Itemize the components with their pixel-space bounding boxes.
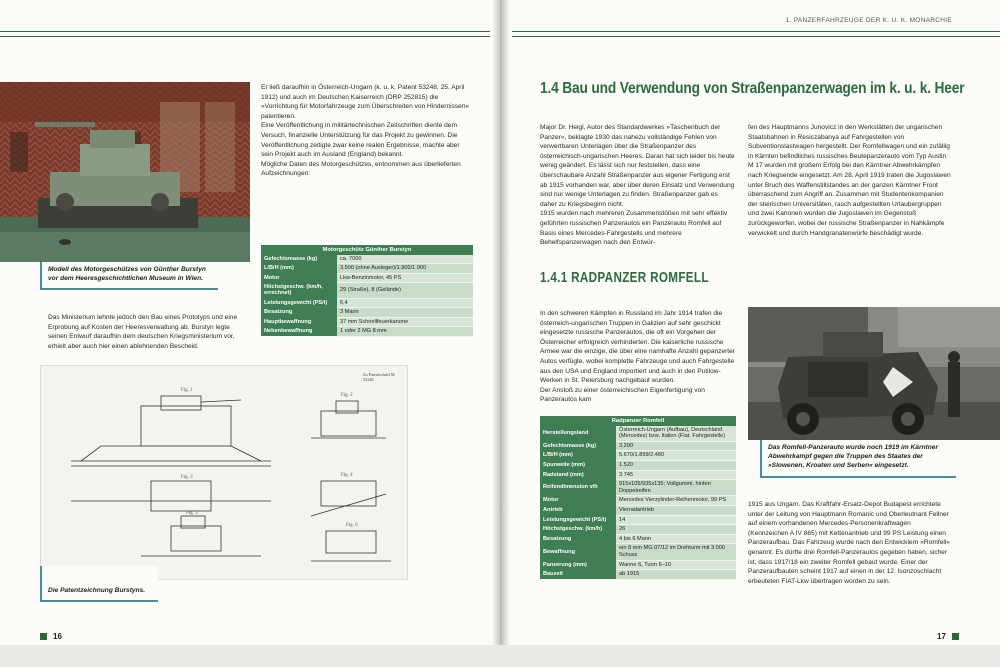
table-row: Bewaffnung ein 8 mm MG 07/12 im Drehturm mit 3.000 Schuss [540, 544, 736, 560]
burstyn-table-title: Motorgeschütz Günther Burstyn [261, 245, 473, 255]
patent-caption: Die Patentzeichnung Burstyns. [40, 566, 158, 602]
table-row: Besatzung 4 bis 6 Mann [540, 534, 736, 544]
top-rule-left [0, 31, 490, 32]
table-row: Nebenbewaffnung 1 oder 2 MG 8 mm [261, 327, 473, 337]
burstyn-spec-table [261, 245, 473, 337]
right-col1-top [540, 123, 736, 248]
svg-text:Fig. 4: Fig. 4 [341, 473, 353, 478]
romfell-photo-image [748, 307, 1000, 440]
table-row: Herstellungsland Österreich-Ungarn (Aufbau), Deutschland (Mercedes) bzw. Italien (Fiat, Fahrgestelle) [540, 426, 736, 442]
section-heading-1-4-1: 1.4.1 RADPANZER ROMFELL [540, 269, 709, 286]
running-head: 1. PANZERFAHRZEUGE DER K. U. K. MONARCHIE [785, 17, 952, 24]
table-row: Motor Mercedes Vierzylinder-Reihenmotor, 99 PS [540, 496, 736, 506]
table-row: L/B/H (mm) 5.670/1.899/2.480 [540, 451, 736, 461]
table-row: Bauzeit ab 1915 [540, 570, 736, 580]
table-row: Panzerung (mm) Wanne 6, Turm 6–10 [540, 560, 736, 570]
right-col1-mid-p1: In den schweren Kämpfen in Russland im Jahr 1914 trafen die österreich-ungarischen Truppen in Galizien auf sehr geschickt eingesetzte russische Panzerautos, die oft ein Vorgehen der Österreicher erfolgreich verhinderten. Die kaiserliche russische Armee war die einzige, die über eine namhafte Anzahl gepanzerter Autos verfügte, wobei komplette Fahrzeuge und auch Fahrgestelle aus den USA und England importiert und auch in den Putilow-Werken in St. Petersburg nachgebaut wurden. [540, 310, 736, 385]
table-row: Gefechtsmasse (kg) 3.200 [540, 441, 736, 451]
table-row: Gefechtsmasse (kg) ca. 7000 [261, 255, 473, 264]
left-page-number-text: 16 [53, 632, 62, 641]
table-row: Höchstgeschw. (km/h) 26 [540, 525, 736, 535]
right-col1-p1: Major Dr. Heigl, Autor des Standardwerkes »Taschenbuch der Panzer«, beklagte 1930 das nahezu vollständige Fehlen von verwertbaren Unterlagen über die Straßenpanzer des österreichisch-ungarischen Heeres. Daran hat sich leider bis heute wenig geändert. Es lässt sich nur feststellen, dass eine überschaubare Anzahl Straßenpanzer aus eigener Fertigung erst ab 1915 vorhanden war, aber über deren Einsatz und Verwendung sind nur wenige Unterlagen zu finden. Straßenpanzer gab es daher zu Kriegsbeginn nicht. [540, 124, 735, 208]
folio-square-left [40, 633, 47, 640]
museum-photo-image [0, 82, 250, 262]
right-col2-bottom: 1915 aus Ungarn. Das Kraftfahr-Ersatz-Depot Budapest errichtete unter der Leitung von Hauptmann Romanic und Oberleutnant Fellner auf einem vorhandenen Mercedes-Personenkraftwagen (Kennzeichen A IV 865) mit Kettenantrieb und 99 PS Leistung einen Panzeraufbau. Das Fahrzeug wurde nach den Entwicklern »Romfell« genannt. Es dürfte drei Romfell-Panzerautos gegeben haben, sicher ist, dass 1917/18 ein zweiter Romfell gebaut wurde. Einer der Panzeraufbauten scheint 1917 auf einen in der 12. Isonzoschlacht erbeuteten FIAT-Lkw übertragen worden zu sein. [748, 501, 950, 585]
table-row: Leistungsgewicht (PS/t) 14 [540, 515, 736, 525]
folio-square-right [952, 633, 959, 640]
table-row: Radstand (mm) 3.745 [540, 470, 736, 480]
romfell-spec-table [540, 416, 736, 580]
right-col1-mid-p2: Der Anstoß zu einer österreichischen Eigenfertigung von Panzerautos kam [540, 386, 705, 404]
top-rule-right [512, 31, 1000, 32]
left-page-number [40, 632, 62, 641]
table-row: Besatzung 3 Mann [261, 308, 473, 318]
right-page-number [937, 632, 959, 641]
top-rule-right-2 [512, 36, 1000, 37]
table-row: Höchstgeschw. (km/h, errechnet) 29 (Straße), 8 (Gelände) [261, 283, 473, 298]
romfell-photo-caption: Das Romfell-Panzerauto wurde noch 1919 im Kärntner Abwehrkampf gegen die Truppen des Staates der »Slowenen, Kroaten und Serben« eingesetzt. [760, 440, 956, 478]
left-intro-p1: Er ließ daraufhin in Österreich-Ungarn (k. u. k. Patent 53248, 25. April 1912) und auch im Deutschen Kaiserreich (DRP 252815) die »Vorrichtung für Motorfahrzeuge zum Überschreiten von Hindernissen« patentieren. [261, 84, 470, 120]
ministry-text: Das Ministerium lehnte jedoch den Bau eines Prototyps und eine Erprobung auf Kosten der Heeresverwaltung ab. Burstyn legte seinen Entwurf daraufhin dem deutschen Kriegsministerium vor, erhielt aber auch hier einen ablehnenden Bescheid. [48, 314, 238, 350]
museum-photo [0, 82, 250, 262]
right-col1-p2: 1915 wurden nach mehreren Zusammenstößen mit sehr effektiv geführten russischen Panzerautos ein Panzerauto Romfell auf Basis eines Mercedes-Fahrgestells und mehrere Behelfspanzerwagen nach den Entwür- [540, 210, 728, 247]
svg-text:Fig. 3: Fig. 3 [181, 475, 193, 480]
left-intro-text [261, 83, 473, 179]
svg-text:Fig. 6: Fig. 6 [346, 523, 358, 528]
svg-text:Fig. 5: Fig. 5 [186, 511, 198, 516]
table-row: Hauptbewaffnung 37 mm Schnellfeuerkanone [261, 317, 473, 327]
svg-text:Fig. 2: Fig. 2 [341, 393, 353, 398]
book-gutter [492, 0, 510, 667]
romfell-photo [748, 307, 1000, 440]
table-row: Spurweite (mm) 1.520 [540, 460, 736, 470]
section-heading-1-4: 1.4 Bau und Verwendung von Straßenpanzerwagen im k. u. k. Heer [540, 80, 965, 97]
right-col2-top: fen des Hauptmanns Junovicz in den Werkstätten der ungarischen Staatsbahnen in Resiczabanya auf Fahrgestellen von Subventionslastwagen hergestellt. Der Romfellwagen und ein zufällig in Kärnten befindliches russisches Beutepanzerauto vom Typ Austin M 17 wurden mit großem Erfolg bei den Kärntner Abwehrkämpfen nach Kriegsende eingesetzt. Am 28. April 1919 traten die Jugoslawen unter Bruch des Waffenstillstandes an der ganzen Kärntner Front überraschend zum Angriff an. Zusammen mit Studentenkompanien der steirischen Universitäten, rasch aufgestellten Urlaubergruppen und zwei Kanonen wurden die Jugoslawen im Gegenstoß zurückgeworfen, wobei der russische Straßenpanzer in Nahkämpfe verwickelt und durch Handgranatenwürfe beschädigt wurde. [748, 124, 951, 237]
page-bottom-edge [0, 645, 1000, 667]
right-page-number-text: 17 [937, 632, 946, 641]
patent-stamp: Zu Patentschrift M 53248. [363, 372, 395, 382]
patent-drawing-image [41, 366, 408, 580]
table-row: Leistungsgewicht (PS/t) 6,4 [261, 298, 473, 308]
table-row: Motor Lkw-Benzinmotor, 45 PS [261, 273, 473, 283]
svg-text:Fig. 1: Fig. 1 [181, 388, 193, 393]
left-intro-p2: Eine Veröffentlichung in militärtechnischen Zeitschriften diente dem Versuch, finanzielle Unterstützung für das Projekt zu gewinnen. Die Veröffentlichung zeitigte zwar keine realen Ergebnisse, machte aber sein Projekt auch im Ausland (England) bekannt. [261, 122, 460, 159]
left-intro-p3: Mögliche Daten des Motorgeschützes, entnommen aus überlieferten Aufzeichnungen: [261, 160, 461, 178]
table-row: L/B/H (mm) 3.500 (ohne Ausleger)/1.900/1.900 [261, 264, 473, 274]
romfell-table-title: Radpanzer Romfell [540, 416, 736, 426]
top-rule-left-2 [0, 36, 490, 37]
museum-photo-caption: Modell des Motorgeschützes von Günther Burstyn vor dem Heeresgeschichtlichen Museum in Wien. [40, 262, 218, 290]
patent-drawing [40, 365, 408, 580]
table-row: Antrieb Vierradantrieb [540, 505, 736, 515]
table-row: Reifendimension v/h 915x105/935x135; Vollgummi, hinten Doppelreifen [540, 480, 736, 496]
right-col1-mid [540, 309, 736, 405]
